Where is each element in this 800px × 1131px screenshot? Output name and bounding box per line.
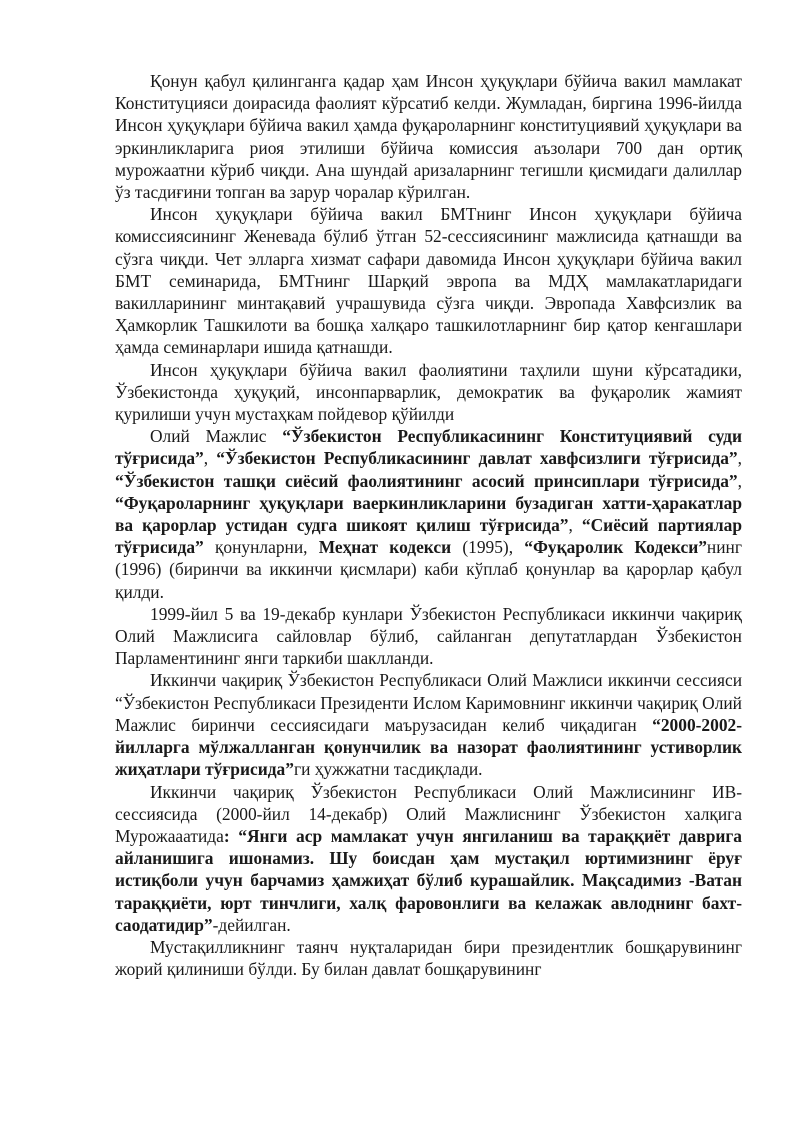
text-segment: ,: [737, 448, 742, 469]
bold-law-title: “Фуқаролик Кодекси”: [524, 537, 707, 558]
bold-law-title: “Ўзбекистон ташқи сиёсий фаолиятининг асосий принсиплари тўғрисида”: [115, 470, 738, 491]
text-segment: ги ҳужжатни тасдиқлади.: [293, 759, 483, 780]
text-segment: Олий Мажлис: [150, 426, 283, 447]
bold-law-title: “Ўзбекистон Республикасининг давлат хавфсизлиги тўғрисида”: [216, 448, 738, 469]
paragraph-8: [115, 936, 742, 980]
paragraph-7: [115, 781, 742, 936]
text-segment: Инсон ҳуқуқлари бўйича вакил БМТнинг Инсон ҳуқуқлари бўйича комиссиясининг Женевада бўлиб ўтган 52-сессиясининг мажлисида қатнашди ва сўзга чиқди. Чет элларга хизмат сафари давомида Инсон ҳуқуқлари бўйича вакил БМТ семинарида, БМТнинг Шарқий эвропа ва МДҲ мамлакатларидаги вакилларининг минтақавий учрашувида сўзга чиқди. Эвропада Хавфсизлик ва Ҳамкорлик Ташкилоти ва бошқа халқаро ташкилотларнинг бир қатор кенгашлари ҳамда семинарлари ишида қатнашди.: [115, 204, 742, 358]
bold-law-title: “Сиёсий партиялар тўғрисида”: [115, 515, 743, 558]
text-segment: Қонун қабул қилинганга қадар ҳам Инсон ҳуқуқлари бўйича вакил мамлакат Конституцияси доирасида фаолият кўрсатиб келди. Жумладан, биргина 1996-йилда Инсон ҳуқуқлари бўйича вакил ҳамда фуқароларнинг конституциявий ҳуқуқлари ва эркинликларига риоя этилиши бўйича комиссия аъзолари 700 дан ортиқ мурожаатни кўриб чиқди. Ана шундай аризаларнинг тегишли қисмидаги далиллар ўз тасдиғини топган ва зарур чоралар кўрилган.: [115, 71, 742, 203]
text-segment: нинг (1996) (биринчи ва иккинчи қисмлари) каби кўплаб қонунлар ва қарорлар қабул қилди.: [115, 537, 742, 602]
text-segment: қонунларни,: [203, 537, 319, 558]
text-segment: -дейилган.: [212, 914, 291, 935]
text-segment: (1995),: [451, 537, 525, 558]
bold-law-title: Меҳнат кодекси: [318, 537, 452, 558]
text-segment: Инсон ҳуқуқлари бўйича вакил фаолиятини таҳлили шуни кўрсатадики, Ўзбекистонда ҳуқуқий, инсонпарварлик, демократик ва фуқаролик жамият қурилиши учун мустаҳкам пойдевор қўйилди: [115, 359, 742, 425]
document-page: [115, 70, 742, 980]
bold-document-title: “2000-2002-йилларга мўлжалланган қонунчилик ва назорат фаолиятининг устиворлик жиҳатлари тўғрисида”: [115, 714, 742, 780]
paragraph-2: [115, 203, 742, 358]
bold-quote: : “Янги аср мамлакат учун янгиланиш ва тараққиёт даврига айланишига ишонамиз. Шу боисдан ҳам мустақил юртимизнинг ёруғ истиқболи учун барчамиз ҳамжиҳат бўлиб курашайлик. Мақсадимиз -Ватан тараққиёти, юрт тинчлиги, халқ фаровонлиги ва келажак авлоднинг бахт-саодатидир”: [115, 825, 742, 935]
text-segment: Иккинчи чақириқ Ўзбекистон Республикаси Олий Мажлисининг ИВ-сессиясида (2000-йил 14-декабр) Олий Мажлиснинг Ўзбекистон халқига Мурожааатида: [115, 781, 742, 846]
bold-law-title: “Фуқароларнинг ҳуқуқлари ваеркинликларини бузадиган хатти-ҳаракатлар ва қарорлар устидан судга шикоят қилиш тўғрисида”: [115, 492, 742, 536]
text-segment: ,: [568, 515, 582, 536]
text-segment: Мустақилликнинг таянч нуқталаридан бири президентлик бошқарувининг жорий қилиниши бўлди. Бу билан давлат бошқарувининг: [115, 936, 742, 980]
paragraph-5: [115, 603, 742, 670]
text-segment: 1999-йил 5 ва 19-декабр кунлари Ўзбекистон Республикаси иккинчи чақириқ Олий Мажлисига сайловлар бўлиб, сайланган депутатлардан Ўзбекистон Парламентининг янги таркиби шаклланди.: [115, 603, 742, 669]
paragraph-1: [115, 70, 742, 203]
text-segment: Иккинчи чақириқ Ўзбекистон Республикаси Олий Мажлиси иккинчи сессияси “Ўзбекистон Республикаси Президенти Ислом Каримовнинг иккинчи чақириқ Олий Мажлис биринчи сессиясидаги маърузасидан келиб чиқадиган: [115, 670, 742, 735]
paragraph-4: [115, 425, 742, 603]
text-segment: ,: [203, 448, 217, 469]
paragraph-3: [115, 359, 742, 426]
bold-law-title: “Ўзбекистон Республикасининг Конституциявий суди тўғрисида”: [115, 426, 742, 469]
text-segment: ,: [737, 470, 742, 491]
paragraph-6: [115, 669, 742, 780]
